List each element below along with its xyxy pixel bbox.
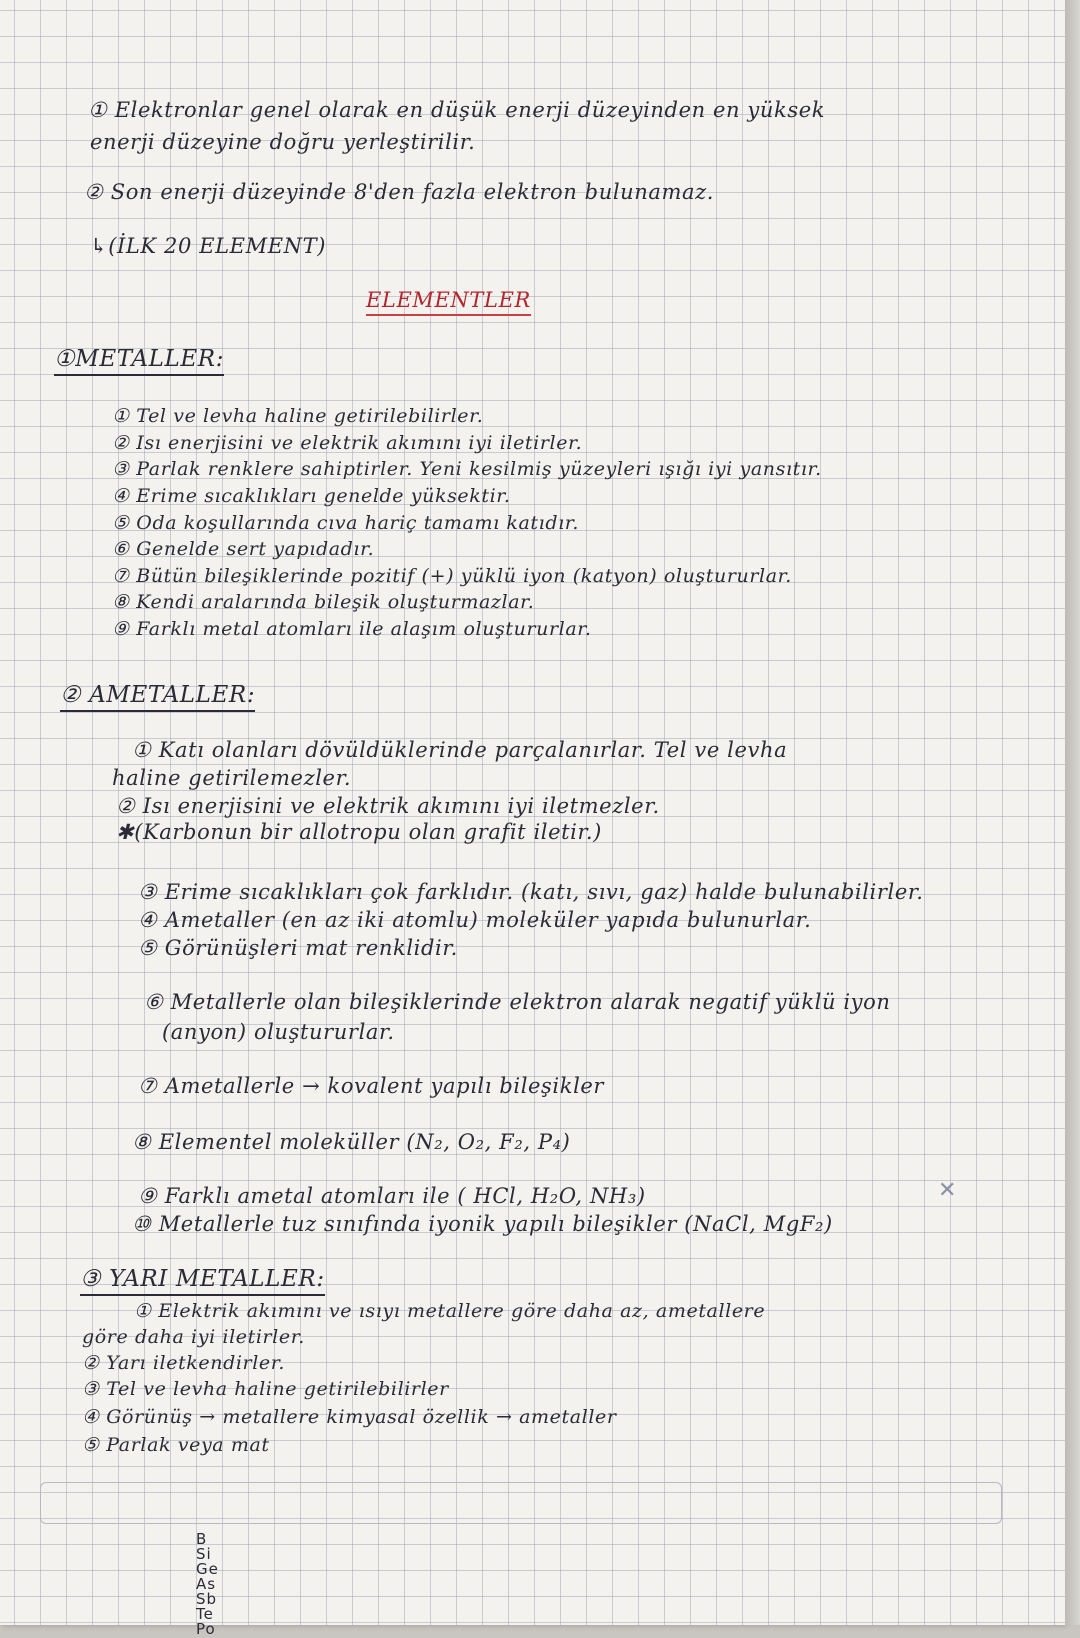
element-symbol: Si: [196, 1545, 212, 1563]
element-symbol: Po: [196, 1620, 216, 1638]
semimetal-element-list: [196, 1532, 219, 1637]
intro-rule-1-cont: enerji düzeyine doğru yerleştirilir.: [90, 130, 476, 154]
metals-item-4: ④ Erime sıcaklıkları genelde yüksektir.: [112, 485, 511, 507]
element-symbol: As: [196, 1575, 217, 1593]
nonmetals-item-1: ① Katı olanları dövüldüklerinde parçalanırlar. Tel ve levha: [132, 738, 788, 762]
cross-mark-icon: ✕: [938, 1178, 957, 1203]
nonmetals-item-3: ③ Erime sıcaklıkları çok farklıdır. (katı, sıvı, gaz) halde bulunabilirler.: [138, 880, 924, 904]
semimetals-item-5: ⑤ Parlak veya mat: [82, 1434, 270, 1456]
element-symbol: Te: [196, 1605, 214, 1623]
page-edge: [1065, 0, 1080, 1625]
metals-item-1: ① Tel ve levha haline getirilebilirler.: [112, 405, 484, 427]
semimetals-item-1-cont: göre daha iyi iletirler.: [82, 1326, 305, 1348]
element-symbol: Ge: [196, 1560, 219, 1578]
nonmetals-item-1-cont: haline getirilemezler.: [112, 766, 352, 790]
nonmetals-item-4: ④ Ametaller (en az iki atomlu) moleküler yapıda bulunurlar.: [138, 908, 812, 932]
nonmetals-item-9: ⑨ Farklı ametal atomları ile ( HCl, H₂O, NH₃): [138, 1184, 646, 1208]
semimetals-heading-text: ③ YARI METALLER:: [80, 1266, 325, 1296]
metals-item-8: ⑧ Kendi aralarında bileşik oluşturmazlar.: [112, 591, 535, 613]
semimetals-item-1: ① Elektrik akımını ve ısıyı metallere göre daha az, ametallere: [134, 1300, 766, 1322]
metals-item-2: ② Isı enerjisini ve elektrik akımını iyi iletirler.: [112, 432, 583, 454]
semimetals-item-2: ② Yarı iletkendirler.: [82, 1352, 285, 1374]
semimetals-heading: [80, 1266, 325, 1292]
nonmetals-item-2: ② Isı enerjisini ve elektrik akımını iyi iletmezler.: [116, 794, 660, 818]
metals-item-7: ⑦ Bütün bileşiklerinde pozitif (+) yüklü iyon (katyon) oluştururlar.: [112, 565, 792, 587]
metals-item-3: ③ Parlak renklere sahiptirler. Yeni kesilmiş yüzeyleri ışığı iyi yansıtır.: [112, 458, 822, 480]
metals-item-6: ⑥ Genelde sert yapıdadır.: [112, 538, 375, 560]
page-title: [366, 288, 531, 312]
nonmetals-item-2-note: ✱(Karbonun bir allotropu olan grafit iletir.): [116, 820, 602, 844]
drawn-box: [40, 1482, 1002, 1524]
nonmetals-item-10: ⑩ Metallerle tuz sınıfında iyonik yapılı bileşikler (NaCl, MgF₂): [132, 1212, 833, 1236]
nonmetals-item-6: ⑥ Metallerle olan bileşiklerinde elektron alarak negatif yüklü iyon: [144, 990, 891, 1014]
intro-note: ↳(İLK 20 ELEMENT): [90, 234, 327, 258]
element-symbol: B: [196, 1530, 208, 1548]
metals-item-9: ⑨ Farklı metal atomları ile alaşım oluştururlar.: [112, 618, 592, 640]
nonmetals-item-5: ⑤ Görünüşleri mat renklidir.: [138, 936, 458, 960]
metals-item-5: ⑤ Oda koşullarında cıva hariç tamamı katıdır.: [112, 512, 580, 534]
semimetals-item-3: ③ Tel ve levha haline getirilebilirler: [82, 1378, 449, 1400]
nonmetals-item-8: ⑧ Elementel moleküller (N₂, O₂, F₂, P₄): [132, 1130, 571, 1154]
nonmetals-item-6-cont: (anyon) oluştururlar.: [162, 1020, 395, 1044]
nonmetals-heading-text: ② AMETALLER:: [60, 682, 255, 712]
intro-rule-1: ① Elektronlar genel olarak en düşük enerji düzeyinden en yüksek: [88, 98, 826, 122]
intro-rule-2: ② Son enerji düzeyinde 8'den fazla elektron bulunamaz.: [84, 180, 715, 204]
nonmetals-item-7: ⑦ Ametallerle → kovalent yapılı bileşikler: [138, 1074, 605, 1098]
element-symbol: Sb: [196, 1590, 218, 1608]
metals-heading: [54, 346, 224, 372]
page-title-text: ELEMENTLER: [366, 288, 531, 316]
nonmetals-heading: [60, 682, 255, 708]
semimetals-item-4: ④ Görünüş → metallere kimyasal özellik → ametaller: [82, 1406, 617, 1428]
metals-heading-text: ①METALLER:: [54, 346, 224, 376]
